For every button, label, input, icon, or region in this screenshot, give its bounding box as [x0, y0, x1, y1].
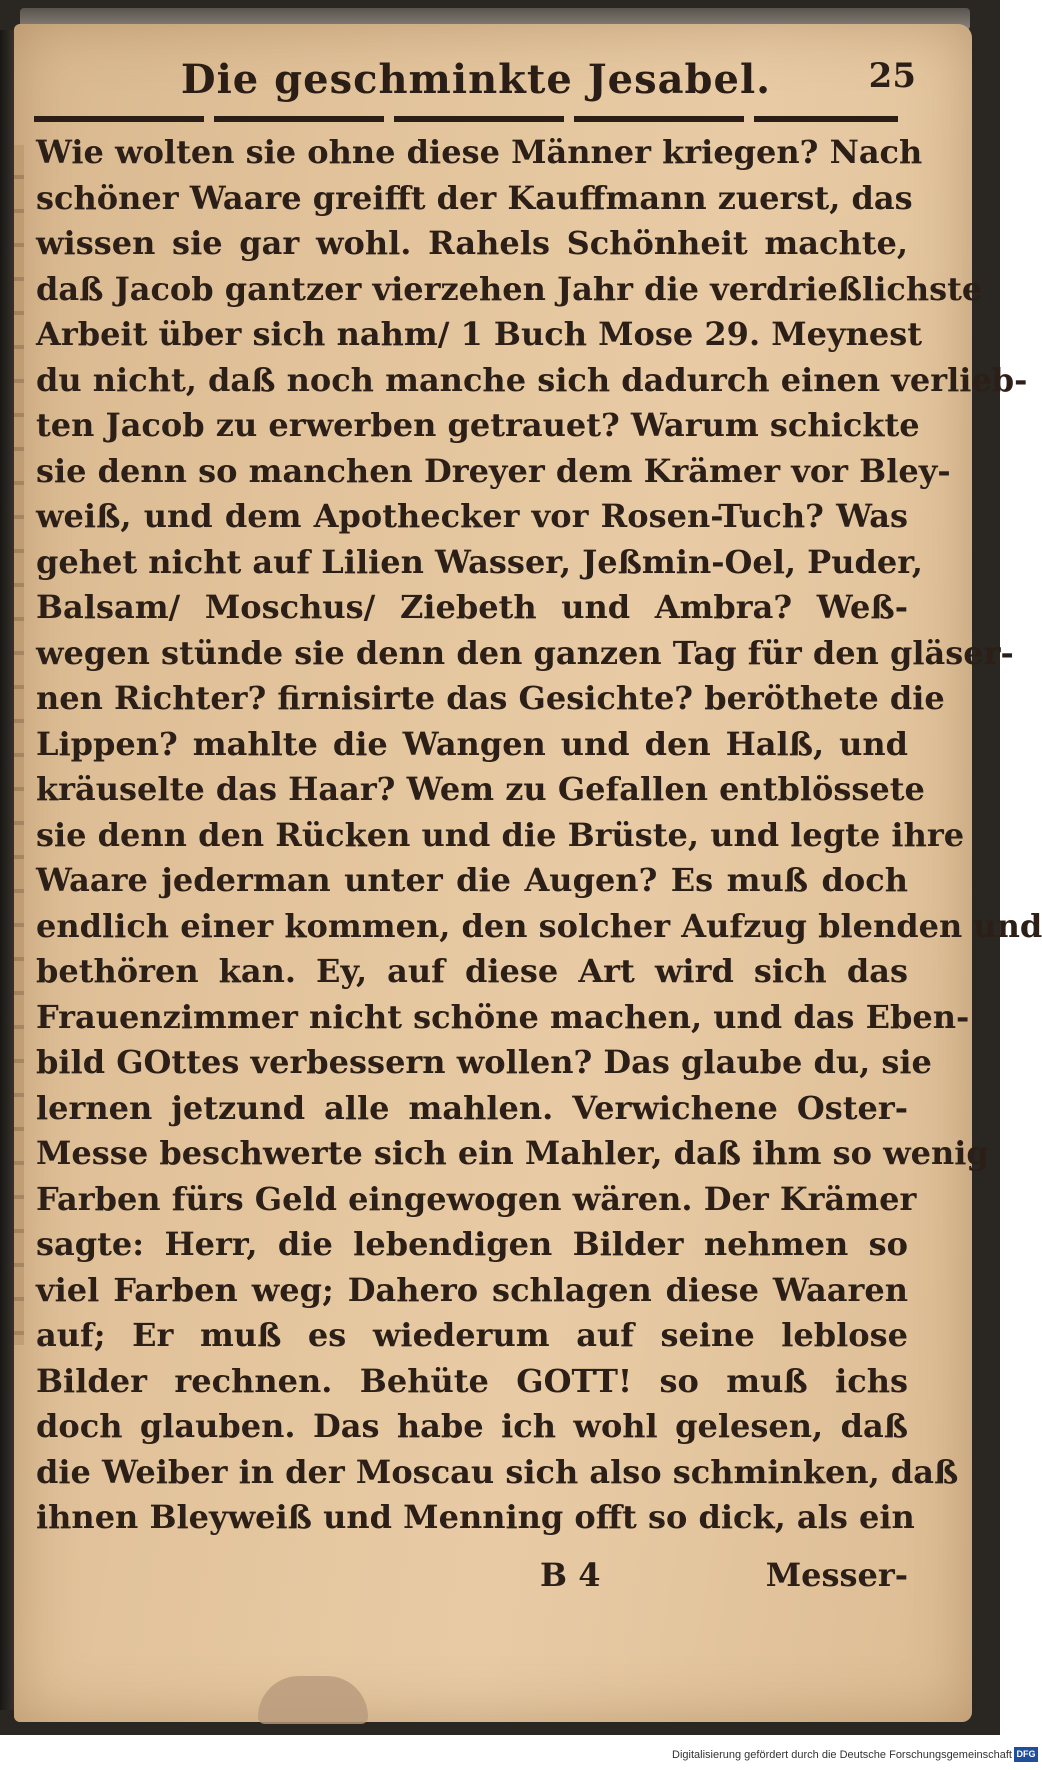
page-number: 25 — [868, 56, 916, 96]
text-line: nen Richter? firnisirte das Gesichte? beröthete die — [36, 679, 945, 717]
text-line: wissen sie gar wohl. Rahels Schönheit machte, — [36, 224, 908, 262]
text-line: ihnen Bleyweiß und Menning offt so dick, als ein — [36, 1498, 915, 1536]
text-line: Wie wolten sie ohne diese Männer kriegen? Nach — [36, 133, 923, 171]
spine-shadow — [14, 145, 24, 1345]
text-line: Frauenzimmer nicht schöne machen, und das Eben- — [36, 997, 970, 1036]
text-line: Arbeit über sich nahm/ 1 Buch Mose 29. Meynest — [36, 315, 923, 353]
digitization-credit: Digitalisierung gefördert durch die Deutsche Forschungsgemeinschaft — [672, 1749, 1012, 1761]
text-line: sie denn so manchen Dreyer dem Krämer vor Bley- — [36, 451, 951, 490]
text-line: schöner Waare greifft der Kauffmann zuerst, das — [36, 178, 913, 217]
text-line: endlich einer kommen, den solcher Aufzug blenden und — [36, 906, 1042, 945]
text-line: ten Jacob zu erwerben getrauet? Warum schickte — [36, 406, 920, 444]
text-line: Balsam/ Moschus/ Ziebeth und Ambra? Weß- — [36, 588, 908, 626]
text-line: daß Jacob gantzer vierzehen Jahr die verdrießlichste — [36, 269, 983, 308]
text-line: Farben fürs Geld eingewogen wären. Der Krämer — [36, 1179, 917, 1218]
body-text — [36, 130, 1042, 1541]
text-line: die Weiber in der Moscau sich also schminken, daß — [36, 1452, 959, 1491]
text-line: Lippen? mahlte die Wangen und den Halß, und — [36, 724, 908, 763]
text-line: auf; Er muß es wiederum auf seine leblose — [36, 1316, 908, 1354]
text-line: Waare jederman unter die Augen? Es muß doch — [36, 861, 908, 899]
text-line: gehet nicht auf Lilien Wasser, Jeßmin-Oel, Puder, — [36, 542, 923, 581]
text-line: wegen stünde sie denn den ganzen Tag für den gläser- — [36, 633, 1014, 672]
signature-mark: B 4 — [540, 1556, 601, 1594]
running-title: Die geschminkte Jesabel. — [180, 56, 772, 103]
text-line: kräuselte das Haar? Wem zu Gefallen entblössete — [36, 770, 925, 808]
text-line: bild GOttes verbessern wollen? Das glaube du, sie — [36, 1043, 932, 1081]
text-line: lernen jetzund alle mahlen. Verwichene Oster- — [36, 1088, 908, 1127]
text-line: sie denn den Rücken und die Brüste, und legte ihre — [36, 815, 965, 854]
text-line: viel Farben weg; Dahero schlagen diese Waaren — [36, 1270, 908, 1309]
text-line: Messe beschwerte sich ein Mahler, daß ihm so wenig — [36, 1134, 989, 1172]
text-line: Bilder rechnen. Behüte GOTT! so muß ichs — [36, 1361, 908, 1400]
header-rule — [34, 116, 898, 122]
catch-line — [540, 1556, 908, 1606]
text-line: weiß, und dem Apothecker vor Rosen-Tuch? Was — [36, 497, 908, 535]
catchword: Messer- — [765, 1556, 908, 1594]
page-header — [36, 56, 916, 116]
text-line: sagte: Herr, die lebendigen Bilder nehmen so — [36, 1225, 908, 1263]
text-line: doch glauben. Das habe ich wohl gelesen, daß — [36, 1407, 908, 1445]
text-line: du nicht, daß noch manche sich dadurch einen verlieb- — [36, 360, 1028, 399]
dfg-logo: DFG — [1014, 1747, 1038, 1762]
text-line: bethören kan. Ey, auf diese Art wird sich das — [36, 952, 908, 990]
